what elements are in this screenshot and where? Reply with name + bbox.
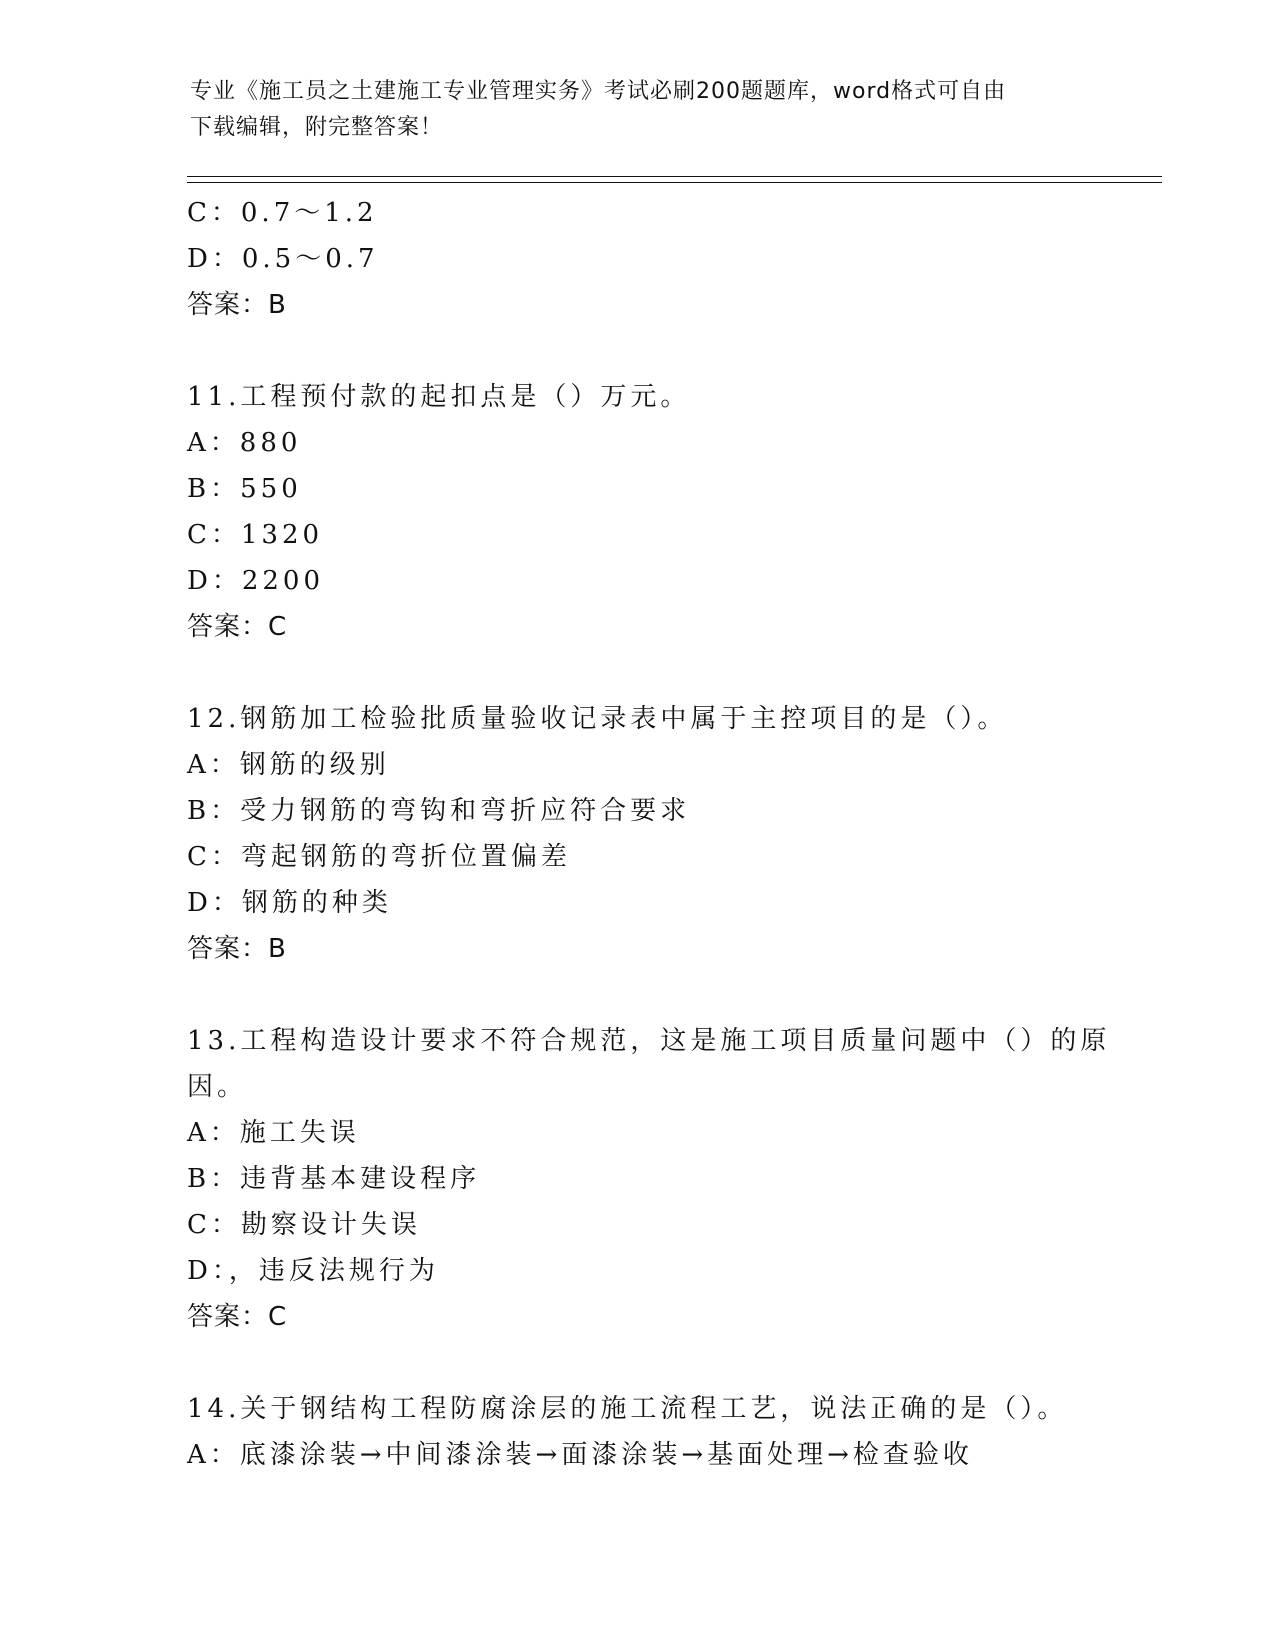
answer-line: 答案：B	[187, 934, 287, 964]
option-a: A：施工失误	[187, 1118, 360, 1148]
header-line-1: 专业《施工员之土建施工专业管理实务》考试必刷200题题库，word格式可自由	[190, 79, 1007, 104]
answer-line: 答案：C	[187, 612, 288, 642]
header-divider-top	[187, 176, 1162, 177]
option-b: B：550	[187, 474, 302, 504]
option-d: D：0.5～0.7	[187, 244, 379, 274]
option-c: C：弯起钢筋的弯折位置偏差	[187, 842, 571, 872]
question-block-prev	[187, 190, 1087, 328]
option-d: D：2200	[187, 566, 325, 596]
option-b: B：违背基本建设程序	[187, 1164, 481, 1194]
option-c: C：0.7～1.2	[187, 198, 378, 228]
option-a: A：钢筋的级别	[187, 750, 390, 780]
question-block-13	[187, 1018, 1111, 1340]
question-stem: 12.钢筋加工检验批质量验收记录表中属于主控项目的是（）。	[187, 704, 1008, 734]
question-stem: 11.工程预付款的起扣点是（）万元。	[187, 382, 691, 412]
question-stem-line-2: 因。	[187, 1072, 248, 1102]
option-d: D：，违反法规行为	[187, 1256, 439, 1286]
question-block-11	[187, 374, 1087, 650]
option-c: C：勘察设计失误	[187, 1210, 421, 1240]
option-a: A：880	[187, 428, 302, 458]
question-stem-line-1: 13.工程构造设计要求不符合规范，这是施工项目质量问题中（）的原	[187, 1026, 1111, 1056]
answer-line: 答案：B	[187, 290, 287, 320]
option-a: A：底漆涂装→中间漆涂装→面漆涂装→基面处理→检查验收	[187, 1440, 973, 1470]
header-line-2: 下载编辑，附完整答案！	[190, 115, 444, 140]
answer-line: 答案：C	[187, 1302, 288, 1332]
option-c: C：1320	[187, 520, 324, 550]
option-d: D：钢筋的种类	[187, 888, 392, 918]
header-divider-bottom	[187, 182, 1162, 183]
question-block-14	[187, 1386, 1087, 1478]
question-content	[187, 190, 1111, 1478]
question-stem: 14.关于钢结构工程防腐涂层的施工流程工艺，说法正确的是（）。	[187, 1394, 1068, 1424]
option-b: B：受力钢筋的弯钩和弯折应符合要求	[187, 796, 691, 826]
question-block-12	[187, 696, 1087, 972]
document-header	[190, 74, 1090, 146]
